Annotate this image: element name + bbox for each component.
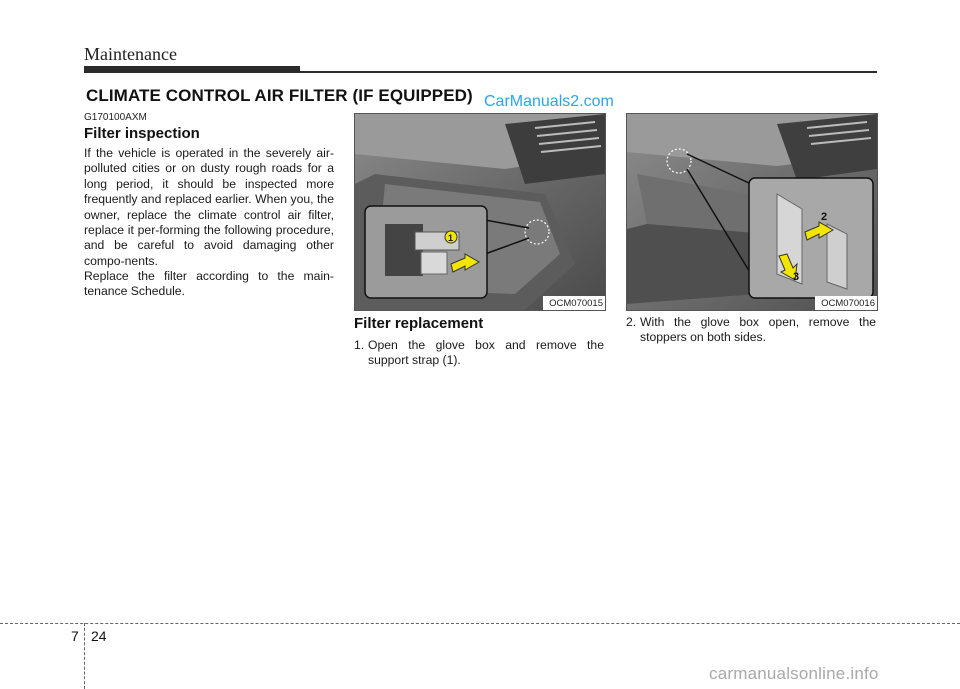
section-code: G170100AXM	[84, 112, 147, 123]
callout-2: 2	[821, 211, 828, 223]
callout-3: 3	[793, 271, 800, 283]
page-number: 24	[91, 628, 107, 644]
stoppers-illustration	[627, 114, 877, 310]
footer-divider	[84, 623, 85, 689]
figure-glove-box-stoppers	[626, 113, 878, 311]
figure-code: OCM070016	[815, 296, 877, 310]
figure-code: OCM070015	[543, 296, 605, 310]
section-title: CLIMATE CONTROL AIR FILTER (IF EQUIPPED)	[86, 86, 473, 105]
footer-watermark: carmanualsonline.info	[709, 664, 879, 683]
step-number: 2.	[626, 315, 637, 329]
header-bar	[84, 66, 300, 73]
step-item	[626, 315, 876, 346]
section-label: Maintenance	[84, 44, 177, 64]
heading-filter-inspection: Filter inspection	[84, 125, 200, 142]
header-rule	[300, 71, 877, 73]
paragraph-inspection: If the vehicle is operated in the severely air-polluted cities or on dusty rough roads for a long period, it should be inspected more frequently and replaced earlier. When you, the owner, replace the climate control air filter, replace it per-forming the following procedure, and be careful to avoid damaging other compo-nents.	[84, 146, 334, 268]
callout-1: 1	[448, 233, 454, 243]
glove-box-illustration	[355, 114, 605, 310]
step-text: With the glove box open, remove the stoppers on both sides.	[640, 315, 876, 345]
figure-glove-box-strap	[354, 113, 606, 311]
heading-filter-replacement: Filter replacement	[354, 315, 484, 332]
watermark-link[interactable]: CarManuals2.com	[484, 93, 614, 110]
step-item	[354, 338, 604, 369]
paragraph-schedule: Replace the filter according to the main-tenance Schedule.	[84, 269, 334, 299]
page-chapter: 7	[71, 628, 79, 644]
step-number: 1.	[354, 338, 365, 352]
step-text: Open the glove box and remove the support strap (1).	[368, 338, 604, 368]
footer-rule	[0, 623, 960, 624]
